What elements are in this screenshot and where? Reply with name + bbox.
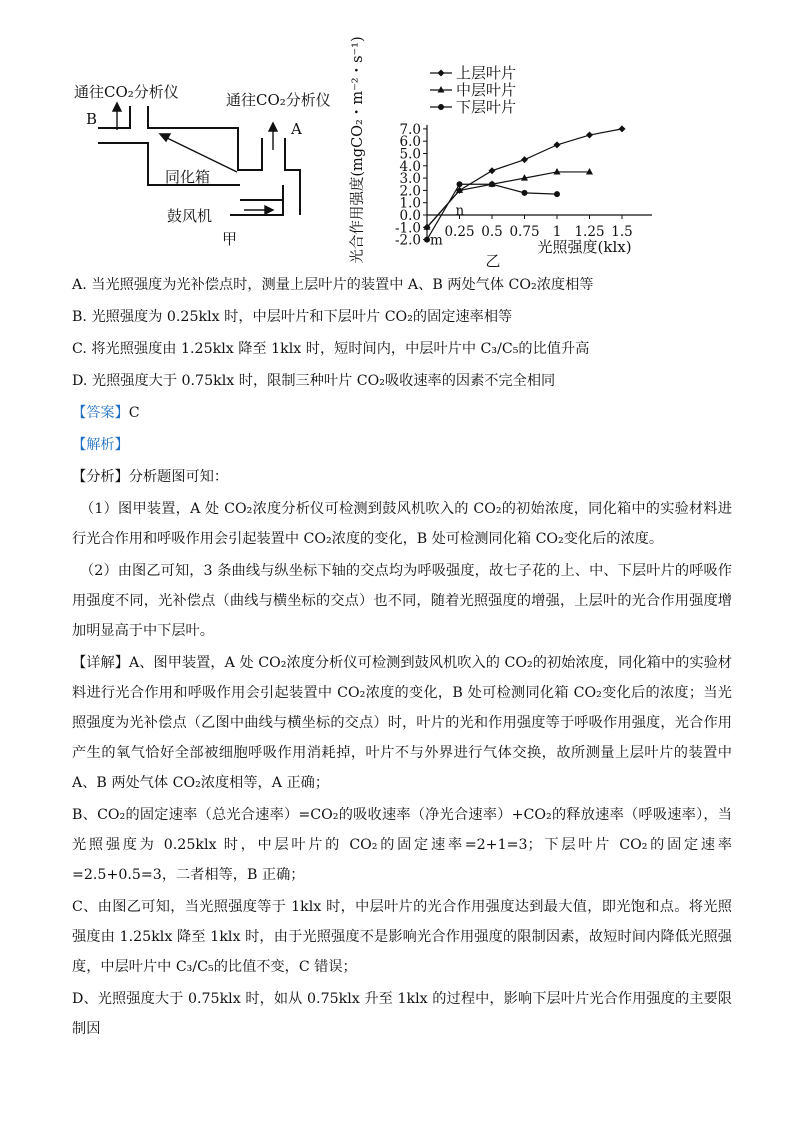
- legend-marker-1: [438, 70, 445, 77]
- detail-a: [72, 648, 732, 798]
- detail-b: B、CO₂的固定速率（总光合速率）=CO₂的吸收速率（净光合速率）+CO₂的释放速率（呼吸速率），当光照强度为 0.25klx 时，中层叶片的 CO₂的固定速率=2+1=3；下层叶片 CO₂的固定速率=2.5+0.5=3，二者相等，B 正确；: [72, 807, 732, 883]
- option-b: B. 光照强度为 0.25klx 时，中层叶片和下层叶片 CO₂的固定速率相等: [72, 309, 513, 325]
- co2-label-right: 通往CO₂分析仪: [226, 91, 331, 109]
- legend-label-1: 上层叶片: [456, 64, 517, 82]
- fenxi-line: [72, 462, 732, 492]
- port-a-label: A: [291, 120, 302, 138]
- port-b-label: B: [86, 110, 98, 128]
- fenxi-tag: 【分析】: [72, 469, 129, 485]
- y-tick-label: 1.0: [399, 195, 421, 212]
- figure-label-jia: 甲: [222, 230, 238, 248]
- series-2-point: [586, 168, 593, 175]
- x-tick-label: 1: [552, 224, 562, 240]
- series-line-2: [427, 172, 590, 227]
- point-label-n: n: [455, 202, 465, 219]
- photosynthesis-chart: [348, 36, 652, 270]
- option-d: D. 光照强度大于 0.75klx 时，限制三种叶片 CO₂吸收速率的因素不完全相同: [72, 373, 556, 389]
- answer-value: C: [128, 405, 140, 421]
- legend-marker-2: [438, 86, 445, 93]
- fenxi-intro: 分析题图可知：: [128, 469, 229, 485]
- x-axis-label: 光照强度(klx): [537, 238, 632, 256]
- detail-a-text: A、图甲装置，A 处 CO₂浓度分析仪可检测到鼓风机吹入的 CO₂的初始浓度，同化箱中的实验材料进行光合作用和呼吸作用会引起装置中 CO₂浓度的变化，B 处可检测同化箱 CO₂变化后的浓度；当光照强度为光补偿点（乙图中曲线与横坐标的交点）时，叶片的光和作用强度等于呼吸作用强度，光合作用产生的氧气恰好全部被细胞呼吸作用消耗掉，叶片不与外界进行气体交换，故所测量上层叶片的装置中 A、B 两处气体 CO₂浓度相等，A 正确；: [72, 655, 732, 791]
- fenxi-point-2: （2）由图乙可知，3 条曲线与纵坐标下轴的交点均为呼吸强度，故七子花的上、中、下层叶片的呼吸作用强度不同，光补偿点（曲线与横坐标的交点）也不同，随着光照强度的增强，上层叶的光合作用强度增加明显高于中下层叶。: [72, 563, 732, 639]
- question-body: [72, 270, 732, 1044]
- x-tick-label: 1.5: [611, 224, 633, 240]
- x-tick-label: 1.25: [574, 224, 605, 240]
- legend-marker-3: [438, 104, 444, 110]
- series-3-point: [489, 181, 495, 187]
- detail-tag: 【详解】: [72, 655, 129, 671]
- option-a: A. 当光照强度为光补偿点时，测量上层叶片的装置中 A、B 两处气体 CO₂浓度相等: [72, 277, 594, 293]
- box-label: 同化箱: [165, 168, 211, 186]
- figure: [0, 0, 794, 272]
- blower-label: 鼓风机: [167, 207, 213, 225]
- series-3-point: [522, 190, 528, 196]
- series-1-point: [489, 167, 496, 174]
- fenxi-point-1: （1）图甲装置，A 处 CO₂浓度分析仪可检测到鼓风机吹入的 CO₂的初始浓度，同化箱中的实验材料进行光合作用和呼吸作用会引起装置中 CO₂浓度的变化，B 处可检测同化箱 CO₂变化后的浓度。: [72, 501, 732, 547]
- answer-tag: 【答案】: [72, 405, 129, 421]
- x-tick-label: 0.25: [444, 224, 475, 240]
- y-tick-label: -1.0: [394, 220, 421, 237]
- series-3-point: [424, 237, 430, 243]
- legend-label-3: 下层叶片: [456, 98, 517, 116]
- y-tick-label: 7.0: [399, 121, 421, 138]
- detail-c: C、由图乙可知，当光照强度等于 1klx 时，中层叶片的光合作用强度达到最大值，即光饱和点。将光照强度由 1.25klx 降至 1klx 时，由于光照强度不是影响光合作用强度的限制因素，故短时间内降低光照强度，中层叶片中 C₃/C₅的比值不变，C 错误；: [72, 899, 732, 975]
- series-2-point: [554, 168, 561, 175]
- y-tick-label: 4.0: [399, 158, 421, 175]
- answer-line: [72, 398, 732, 428]
- series-3-point: [457, 181, 463, 187]
- series-3-point: [554, 191, 560, 197]
- y-tick-label: 3.0: [399, 171, 421, 188]
- series-1-point: [586, 132, 593, 139]
- apparatus-diagram: [98, 106, 300, 215]
- series-1-point: [554, 141, 561, 148]
- option-c: C. 将光照强度由 1.25klx 降至 1klx 时，短时间内，中层叶片中 C₃/C₅的比值升高: [72, 341, 590, 357]
- flow-arrows: [113, 103, 277, 214]
- analysis-tag: 【解析】: [72, 437, 129, 453]
- detail-d: D、光照强度大于 0.75klx 时，如从 0.75klx 升至 1klx 的过程中，影响下层叶片光合作用强度的主要限制因: [72, 991, 732, 1037]
- figure-label-yi: 乙: [485, 252, 501, 270]
- y-tick-label: 2.0: [399, 183, 421, 200]
- x-tick-label: 0.75: [509, 224, 540, 240]
- y-tick-label: -2.0: [394, 232, 421, 249]
- y-tick-label: 6.0: [399, 134, 421, 151]
- y-tick-label: 0.0: [399, 208, 421, 224]
- legend-label-2: 中层叶片: [456, 81, 517, 99]
- x-tick-label: 0.5: [481, 224, 503, 240]
- series-1-point: [619, 125, 626, 132]
- point-label-m: m: [430, 232, 443, 249]
- y-tick-label: 5.0: [399, 146, 421, 163]
- y-axis-label: 光合作用强度(mgCO₂・m⁻²・s⁻¹): [350, 36, 366, 264]
- co2-label-left: 通往CO₂分析仪: [74, 83, 179, 101]
- series-1-point: [521, 156, 528, 163]
